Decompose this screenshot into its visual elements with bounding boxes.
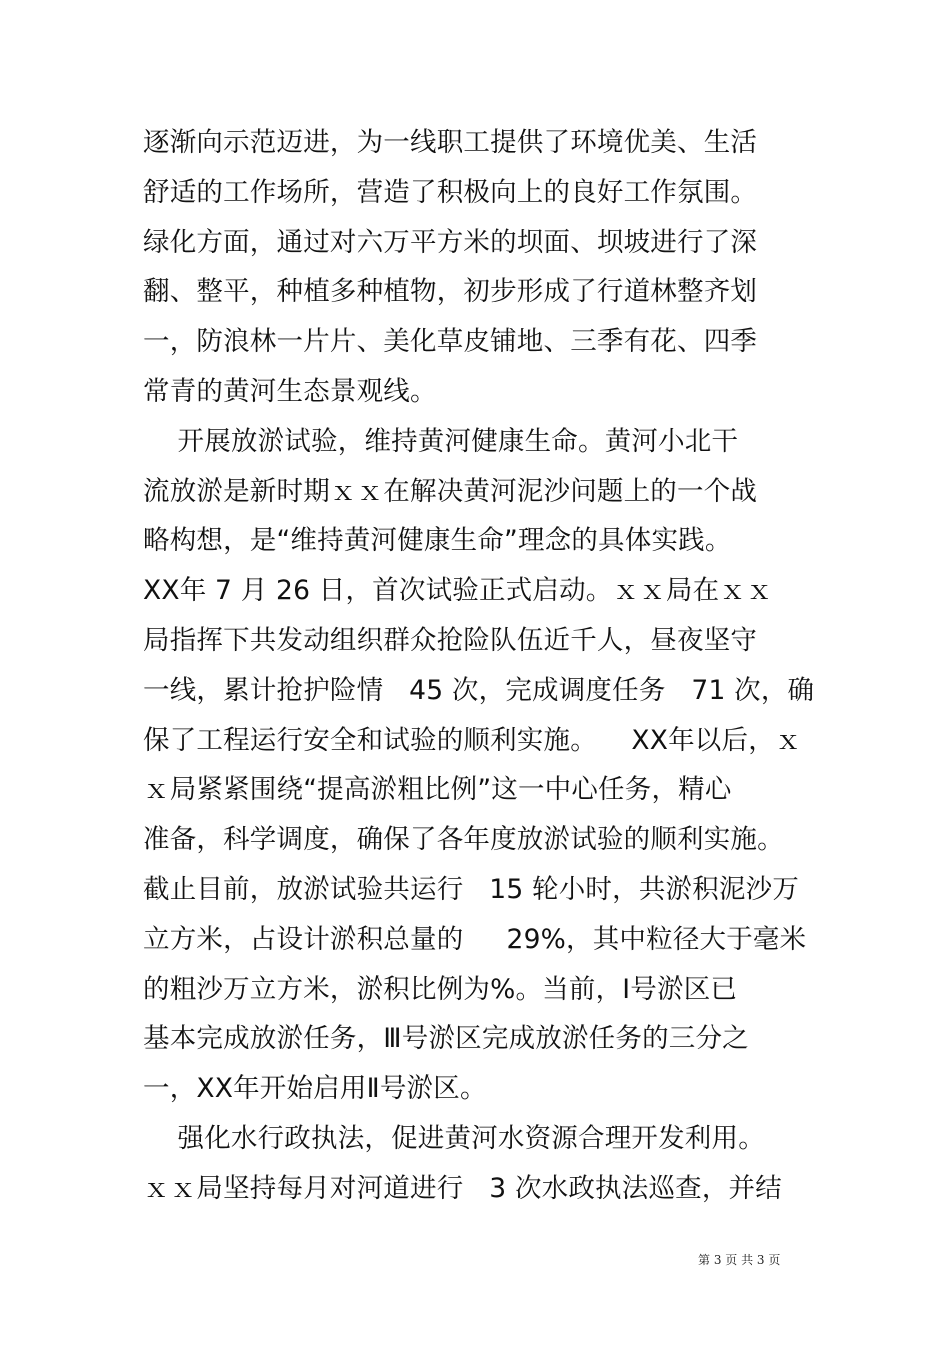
text-line: 的粗沙万立方米，淤积比例为%。当前，Ⅰ号淤区已 <box>143 973 738 1005</box>
text-line: 翻、整平，种植多种植物，初步形成了行道林整齐划 <box>143 276 758 308</box>
body-text <box>143 118 823 1214</box>
text-line: 立方米，占设计淤积总量的 29%，其中粒径大于毫米 <box>143 923 807 955</box>
text-line: 一线，累计抢护险情 45 次，完成调度任务 71 次，确 <box>143 674 815 706</box>
page-number-footer: 第 3 页 共 3 页 <box>698 1253 781 1267</box>
text-line: ｘ局紧紧围绕“提高淤粗比例”这一中心任务，精心 <box>143 774 732 806</box>
text-line: 局指挥下共发动组织群众抢险队伍近千人，昼夜坚守 <box>143 624 758 656</box>
text-line: 一，防浪林一片片、美化草皮铺地、三季有花、四季 <box>143 326 758 358</box>
text-line: ｘｘ局坚持每月对河道进行 3 次水政执法巡查，并结 <box>143 1172 782 1204</box>
text-line: 开展放淤试验，维持黄河健康生命。黄河小北干 <box>143 425 739 457</box>
text-line: 一，XX年开始启用Ⅱ号淤区。 <box>143 1073 487 1105</box>
text-line: 基本完成放淤任务，Ⅲ号淤区完成放淤任务的三分之 <box>143 1023 749 1055</box>
text-line: 强化水行政执法，促进黄河水资源合理开发利用。 <box>143 1122 765 1154</box>
text-line: XX年 7 月 26 日，首次试验正式启动。ｘｘ局在ｘｘ <box>143 575 773 607</box>
text-line: 准备，科学调度，确保了各年度放淤试验的顺利实施。 <box>143 824 784 856</box>
text-line: 舒适的工作场所，营造了积极向上的良好工作氛围。 <box>143 176 758 208</box>
text-line: 流放淤是新时期ｘｘ在解决黄河泥沙问题上的一个战 <box>143 475 758 507</box>
text-line: 逐渐向示范迈进，为一线职工提供了环境优美、生活 <box>143 127 758 158</box>
text-line: 保了工程运行安全和试验的顺利实施。 XX年以后，ｘ <box>143 724 802 756</box>
text-line: 常青的黄河生态景观线。 <box>143 375 437 407</box>
text-line: 绿化方面，通过对六万平方米的坝面、坝坡进行了深 <box>143 226 758 258</box>
text-line: 略构想，是“维持黄河健康生命”理念的具体实践。 <box>143 525 732 557</box>
text-line: 截止目前，放淤试验共运行 15 轮小时，共淤积泥沙万 <box>143 873 800 905</box>
